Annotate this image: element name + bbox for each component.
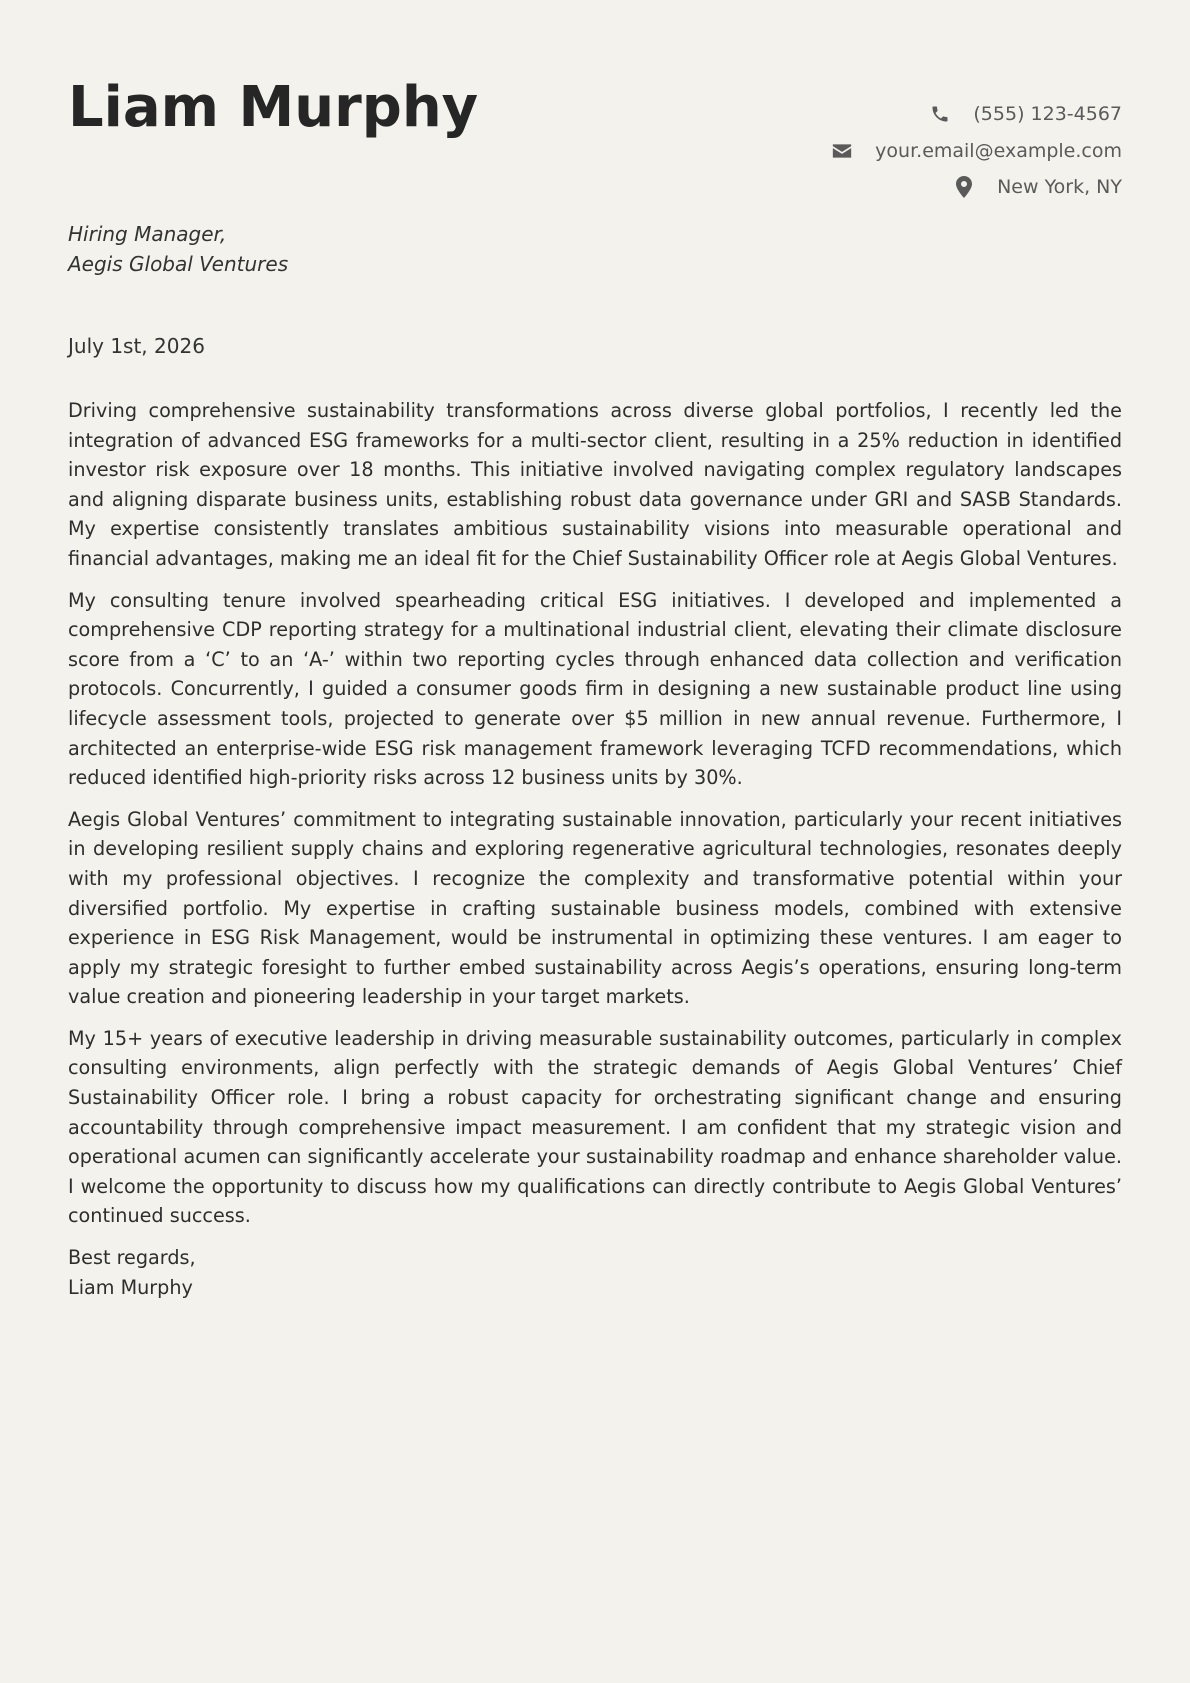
recipient-block: [68, 219, 288, 279]
applicant-name: Liam Murphy: [68, 75, 479, 140]
contact-block: [831, 96, 1122, 206]
location-text: New York, NY: [997, 176, 1122, 199]
contact-location: [831, 169, 1122, 206]
closing-signature: Liam Murphy: [68, 1275, 193, 1299]
recipient-title: Hiring Manager,: [68, 222, 227, 246]
letter-header: [68, 0, 1122, 200]
letter-date: July 1st, 2026: [68, 334, 205, 358]
body-paragraph: Driving comprehensive sustainability transformations across diverse global portfolios, I recently led the integration of advanced ESG frameworks for a multi-sector client, resulting in a 25% reduction in identified investor risk exposure over 18 months. This initiative involved navigating complex regulatory landscapes and aligning disparate business units, establishing robust data governance under GRI and SASB Standards. My expertise consistently translates ambitious sustainability visions into measurable operational and financial advantages, making me an ideal fit for the Chief Sustainability Officer role at Aegis Global Ventures.: [68, 399, 1122, 570]
closing-block: [68, 1243, 1122, 1302]
map-pin-icon: [953, 176, 975, 198]
phone-text: (555) 123-4567: [973, 103, 1122, 126]
email-text: your.email@example.com: [875, 139, 1122, 162]
letter-body: [68, 396, 1122, 1302]
recipient-company: Aegis Global Ventures: [68, 252, 289, 276]
contact-email: [831, 133, 1122, 170]
body-paragraph: Aegis Global Ventures’ commitment to integrating sustainable innovation, particularly your recent initiatives in developing resilient supply chains and exploring regenerative agricultural technologies, resonates deeply with my professional objectives. I recognize the complexity and transformative potential within your diversified portfolio. My expertise in crafting sustainable business models, combined with extensive experience in ESG Risk Management, would be instrumental in optimizing these ventures. I am eager to apply my strategic foresight to further embed sustainability across Aegis’s operations, ensuring long-term value creation and pioneering leadership in your target markets.: [68, 807, 1122, 1009]
closing-salutation: Best regards,: [68, 1246, 196, 1270]
contact-phone: [831, 96, 1122, 133]
body-paragraph: My 15+ years of executive leadership in driving measurable sustainability outcomes, particularly in complex consulting environments, align perfectly with the strategic demands of Aegis Global Ventures’ Chief Sustainability Officer role. I bring a robust capacity for orchestrating significant change and ensuring accountability through comprehensive impact measurement. I am confident that my strategic vision and operational acumen can significantly accelerate your sustainability roadmap and enhance shareholder value. I welcome the opportunity to discuss how my qualifications can directly contribute to Aegis Global Ventures’ continued success.: [68, 1026, 1122, 1228]
body-paragraph: My consulting tenure involved spearheading critical ESG initiatives. I developed and implemented a comprehensive CDP reporting strategy for a multinational industrial client, elevating their climate disclosure score from a ‘C’ to an ‘A-’ within two reporting cycles through enhanced data collection and verification protocols. Concurrently, I guided a consumer goods firm in designing a new sustainable product line using lifecycle assessment tools, projected to generate over $5 million in new annual revenue. Furthermore, I architected an enterprise-wide ESG risk management framework leveraging TCFD recommendations, which reduced identified high-priority risks across 12 business units by 30%.: [68, 588, 1122, 790]
envelope-icon: [831, 140, 853, 162]
phone-icon: [929, 103, 951, 125]
